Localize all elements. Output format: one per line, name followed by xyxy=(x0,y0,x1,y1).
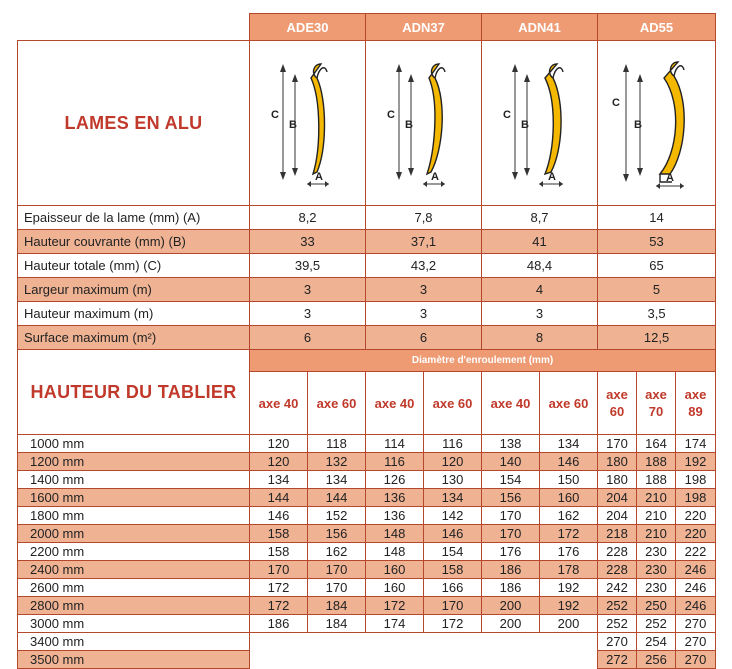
table-cell: 142 xyxy=(424,507,482,525)
table-cell: 148 xyxy=(366,525,424,543)
table-cell: 174 xyxy=(676,435,716,453)
corner-blank xyxy=(18,14,250,41)
table-row xyxy=(18,489,716,507)
table-cell: 134 xyxy=(308,471,366,489)
height-label: 1200 mm xyxy=(18,453,250,471)
table-cell: 246 xyxy=(676,561,716,579)
table-cell: 172 xyxy=(366,597,424,615)
dimension-label-a: A xyxy=(547,171,556,183)
table-cell: 270 xyxy=(676,615,716,633)
spec-row xyxy=(18,206,716,230)
table-cell: 150 xyxy=(540,471,598,489)
product-header: ADN37 xyxy=(366,14,482,41)
table-cell: 242 xyxy=(598,579,637,597)
table-cell: 192 xyxy=(540,579,598,597)
table-row xyxy=(18,579,716,597)
table-cell: 158 xyxy=(424,561,482,579)
table-row xyxy=(18,507,716,525)
table-cell: 162 xyxy=(308,543,366,561)
diameter-header: Diamètre d'enroulement (mm) xyxy=(250,350,716,372)
height-label: 3400 mm xyxy=(18,633,250,651)
table-cell: 144 xyxy=(308,489,366,507)
table-cell: 158 xyxy=(250,525,308,543)
spec-label: Largeur maximum (m) xyxy=(18,278,250,302)
spec-value: 8 xyxy=(482,326,598,350)
table-cell: 198 xyxy=(676,489,716,507)
spec-value: 3 xyxy=(250,302,366,326)
spec-row xyxy=(18,254,716,278)
table-row xyxy=(18,543,716,561)
table-cell: 170 xyxy=(250,561,308,579)
dimension-label-b: B xyxy=(520,119,529,131)
table-cell: 120 xyxy=(424,453,482,471)
dimension-label-b: B xyxy=(288,119,297,131)
table-cell: 162 xyxy=(540,507,598,525)
table-cell: 188 xyxy=(637,453,676,471)
spec-value: 48,4 xyxy=(482,254,598,278)
table-cell: 158 xyxy=(250,543,308,561)
spec-value: 3 xyxy=(250,278,366,302)
product-diagram-cell xyxy=(366,41,482,206)
table-cell: 218 xyxy=(598,525,637,543)
table-cell: 154 xyxy=(424,543,482,561)
spec-value: 65 xyxy=(598,254,716,278)
table-cell: 180 xyxy=(598,453,637,471)
table-cell: 170 xyxy=(482,525,540,543)
table-cell: 130 xyxy=(424,471,482,489)
table-cell: 252 xyxy=(637,615,676,633)
table-cell: 114 xyxy=(366,435,424,453)
table-cell: 170 xyxy=(482,507,540,525)
table-cell: 210 xyxy=(637,525,676,543)
table-cell: 186 xyxy=(482,579,540,597)
table-cell: 204 xyxy=(598,507,637,525)
spec-value: 5 xyxy=(598,278,716,302)
table-cell: 210 xyxy=(637,489,676,507)
table-row xyxy=(18,561,716,579)
table-cell: 134 xyxy=(540,435,598,453)
product-header: ADE30 xyxy=(250,14,366,41)
spec-value: 6 xyxy=(366,326,482,350)
table-row xyxy=(18,615,716,633)
spec-value: 3 xyxy=(366,278,482,302)
dimension-label-a: A xyxy=(665,172,674,184)
table-cell: 200 xyxy=(540,615,598,633)
table-cell: 200 xyxy=(482,597,540,615)
height-label: 2200 mm xyxy=(18,543,250,561)
spec-label: Surface maximum (m²) xyxy=(18,326,250,350)
spec-value: 43,2 xyxy=(366,254,482,278)
spec-value: 3 xyxy=(366,302,482,326)
table-cell: 138 xyxy=(482,435,540,453)
table-cell: 178 xyxy=(540,561,598,579)
table-cell: 188 xyxy=(637,471,676,489)
table-cell: 184 xyxy=(308,615,366,633)
dimension-label-c: C xyxy=(611,97,620,109)
spec-value: 8,2 xyxy=(250,206,366,230)
table-cell: 170 xyxy=(308,579,366,597)
spec-value: 3 xyxy=(482,302,598,326)
table-cell: 144 xyxy=(250,489,308,507)
dimension-label-c: C xyxy=(386,109,395,121)
table-cell: 164 xyxy=(637,435,676,453)
axis-header: axe 40 xyxy=(482,372,540,435)
axis-header: axe 60 xyxy=(424,372,482,435)
spec-value: 39,5 xyxy=(250,254,366,278)
table-cell: 174 xyxy=(366,615,424,633)
spec-value: 41 xyxy=(482,230,598,254)
dimension-label-c: C xyxy=(502,109,511,121)
table-cell: 210 xyxy=(637,507,676,525)
table-cell: 126 xyxy=(366,471,424,489)
table-cell: 146 xyxy=(424,525,482,543)
spec-value: 33 xyxy=(250,230,366,254)
product-header: ADN41 xyxy=(482,14,598,41)
table-cell: 134 xyxy=(424,489,482,507)
spec-value: 53 xyxy=(598,230,716,254)
table-cell: 222 xyxy=(676,543,716,561)
table-cell: 246 xyxy=(676,597,716,615)
axis-header: axe 60 xyxy=(598,372,637,435)
table-cell: 172 xyxy=(424,615,482,633)
table-cell: 140 xyxy=(482,453,540,471)
blade-profile-adn41-icon xyxy=(485,48,595,198)
spec-value: 7,8 xyxy=(366,206,482,230)
table-cell: 156 xyxy=(308,525,366,543)
table-cell: 246 xyxy=(676,579,716,597)
table-row xyxy=(18,453,716,471)
table-cell: 170 xyxy=(308,561,366,579)
table-cell: 136 xyxy=(366,507,424,525)
table-cell: 118 xyxy=(308,435,366,453)
table-cell: 132 xyxy=(308,453,366,471)
table-cell: 152 xyxy=(308,507,366,525)
section-title-blades: LAMES EN ALU xyxy=(18,41,250,206)
height-label: 2600 mm xyxy=(18,579,250,597)
dimension-label-a: A xyxy=(430,171,439,183)
table-row xyxy=(18,525,716,543)
table-cell: 116 xyxy=(424,435,482,453)
table-cell: 120 xyxy=(250,435,308,453)
table-cell: 254 xyxy=(637,633,676,651)
dimension-label-b: B xyxy=(633,119,642,131)
height-label: 2000 mm xyxy=(18,525,250,543)
table-row xyxy=(18,597,716,615)
product-diagram-cell xyxy=(482,41,598,206)
table-cell: 172 xyxy=(250,579,308,597)
table-row xyxy=(18,471,716,489)
table-cell: 116 xyxy=(366,453,424,471)
table-cell: 184 xyxy=(308,597,366,615)
spec-value: 8,7 xyxy=(482,206,598,230)
table-cell: 252 xyxy=(598,615,637,633)
spec-value: 4 xyxy=(482,278,598,302)
table-cell: 120 xyxy=(250,453,308,471)
height-label: 1600 mm xyxy=(18,489,250,507)
empty-cell xyxy=(250,633,598,669)
table-cell: 170 xyxy=(424,597,482,615)
table-cell: 272 xyxy=(598,651,637,669)
spec-value: 3,5 xyxy=(598,302,716,326)
spec-table xyxy=(17,13,716,669)
height-label: 1000 mm xyxy=(18,435,250,453)
table-cell: 170 xyxy=(598,435,637,453)
axis-header: axe 60 xyxy=(308,372,366,435)
height-label: 3500 mm xyxy=(18,651,250,669)
table-cell: 192 xyxy=(540,597,598,615)
spec-row xyxy=(18,230,716,254)
spec-label: Hauteur maximum (m) xyxy=(18,302,250,326)
table-cell: 146 xyxy=(540,453,598,471)
table-cell: 230 xyxy=(637,561,676,579)
product-diagram-cell xyxy=(598,41,716,206)
spec-value: 37,1 xyxy=(366,230,482,254)
table-cell: 172 xyxy=(540,525,598,543)
spec-row xyxy=(18,302,716,326)
table-cell: 250 xyxy=(637,597,676,615)
product-header: AD55 xyxy=(598,14,716,41)
table-cell: 186 xyxy=(250,615,308,633)
spec-value: 12,5 xyxy=(598,326,716,350)
axis-header: axe 60 xyxy=(540,372,598,435)
dimension-label-c: C xyxy=(270,109,279,121)
table-cell: 252 xyxy=(598,597,637,615)
height-label: 1800 mm xyxy=(18,507,250,525)
section-title-apron: HAUTEUR DU TABLIER xyxy=(18,350,250,435)
table-cell: 176 xyxy=(482,543,540,561)
table-cell: 172 xyxy=(250,597,308,615)
table-cell: 204 xyxy=(598,489,637,507)
product-diagram-cell xyxy=(250,41,366,206)
table-cell: 228 xyxy=(598,561,637,579)
blade-profile-adn37-icon xyxy=(369,48,479,198)
table-row xyxy=(18,633,716,651)
table-cell: 270 xyxy=(676,651,716,669)
blade-profile-ad55-icon xyxy=(602,48,712,198)
spec-row xyxy=(18,326,716,350)
table-cell: 134 xyxy=(250,471,308,489)
spec-label: Hauteur couvrante (mm) (B) xyxy=(18,230,250,254)
table-cell: 136 xyxy=(366,489,424,507)
spec-label: Epaisseur de la lame (mm) (A) xyxy=(18,206,250,230)
table-cell: 176 xyxy=(540,543,598,561)
table-cell: 220 xyxy=(676,525,716,543)
table-cell: 156 xyxy=(482,489,540,507)
spec-value: 6 xyxy=(250,326,366,350)
table-cell: 146 xyxy=(250,507,308,525)
table-cell: 256 xyxy=(637,651,676,669)
spec-label: Hauteur totale (mm) (C) xyxy=(18,254,250,278)
table-cell: 230 xyxy=(637,543,676,561)
height-label: 1400 mm xyxy=(18,471,250,489)
height-label: 3000 mm xyxy=(18,615,250,633)
table-cell: 192 xyxy=(676,453,716,471)
table-cell: 160 xyxy=(366,579,424,597)
axis-header: axe 89 xyxy=(676,372,716,435)
table-cell: 186 xyxy=(482,561,540,579)
table-cell: 154 xyxy=(482,471,540,489)
table-cell: 160 xyxy=(540,489,598,507)
axis-header: axe 70 xyxy=(637,372,676,435)
height-label: 2800 mm xyxy=(18,597,250,615)
table-row xyxy=(18,435,716,453)
dimension-label-b: B xyxy=(404,119,413,131)
table-cell: 220 xyxy=(676,507,716,525)
axis-header: axe 40 xyxy=(366,372,424,435)
spec-value: 14 xyxy=(598,206,716,230)
table-cell: 166 xyxy=(424,579,482,597)
table-cell: 228 xyxy=(598,543,637,561)
table-cell: 180 xyxy=(598,471,637,489)
table-cell: 270 xyxy=(676,633,716,651)
dimension-label-a: A xyxy=(314,171,323,183)
table-cell: 200 xyxy=(482,615,540,633)
table-cell: 198 xyxy=(676,471,716,489)
spec-row xyxy=(18,278,716,302)
table-cell: 148 xyxy=(366,543,424,561)
table-cell: 230 xyxy=(637,579,676,597)
height-label: 2400 mm xyxy=(18,561,250,579)
table-cell: 160 xyxy=(366,561,424,579)
table-cell: 270 xyxy=(598,633,637,651)
blade-profile-ade30-icon xyxy=(253,48,363,198)
axis-header: axe 40 xyxy=(250,372,308,435)
